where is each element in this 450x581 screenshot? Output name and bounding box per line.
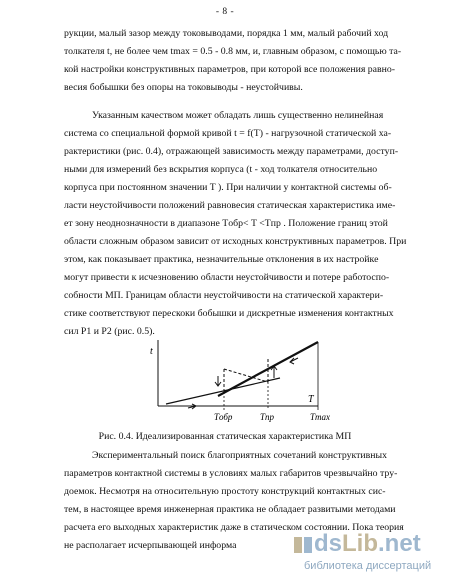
tick-label: Tпр [260, 412, 275, 422]
text-line: не располагает исчерпывающей информа [64, 540, 237, 551]
text-line: стике соответствуют перескоки бобышки и дискретные изменения контактных [64, 308, 394, 319]
text-line: могут привести к исчезновению области неустойчивости и потере работоспо- [64, 272, 390, 283]
text-line: ласти неустойчивости положений равновесия статическая характеристика име- [64, 200, 396, 211]
text-line: ет зону неоднозначности в диапазоне Tобр< T <Tпр . Положение границ этой [64, 218, 388, 229]
text-line: рукции, малый зазор между токовыводами, порядка 1 мм, малый рабочий ход [64, 28, 389, 39]
text-line: весия бобышки без опоры на токовыводы - неустойчивы. [64, 82, 303, 93]
text-line: ными для измерений без вскрытия корпуса (t - ход толкателя относительно [64, 164, 378, 175]
book-icon [292, 534, 314, 556]
watermark-title-c: .net [378, 530, 421, 557]
text-line: доемок. Несмотря на относительную простоту конструкций контактных сис- [64, 486, 386, 497]
figure-caption: Рис. 0.4. Идеализированная статическая характеристика МП [98, 431, 352, 442]
static-characteristic-figure [148, 338, 348, 428]
text-line: параметров контактной системы в условиях малых габаритов чрезвычайно тру- [64, 468, 398, 479]
watermark-title-a: ds [314, 530, 343, 557]
text-line: Указанным качеством может обладать лишь существенно нелинейная [92, 110, 384, 121]
text-line: Экспериментальный поиск благоприятных сочетаний конструктивных [92, 450, 388, 461]
text-line: области сложным образом зависит от исходных конструктивных параметров. При [64, 236, 407, 247]
tick-label: Tобр [214, 412, 233, 422]
lower-branch [166, 378, 280, 404]
arrow-left-icon [290, 358, 298, 364]
text-line: система со специальной формой кривой t = f(T) - нагрузочной статической ха- [64, 128, 392, 139]
text-line: этом, как показывает практика, незначительные отклонения в их настройке [64, 254, 379, 265]
arrow-down-icon [215, 376, 221, 386]
text-line: сил P1 и P2 (рис. 0.5). [64, 326, 155, 337]
text-line: собности МП. Границам области неустойчивости на статической характери- [64, 290, 384, 301]
text-line: корпуса при постоянном значении T ). При наличии у контактной системы об- [64, 182, 392, 193]
watermark-subtitle: библиотека диссертаций [304, 560, 432, 572]
page-number: - 8 - [215, 7, 235, 17]
text-line: рактеристики (рис. 0.4), отражающей зависимость между параметрами, доступ- [64, 146, 399, 157]
text-line: тем, в настоящее время инженерная практика не обладает развитыми методами [64, 504, 396, 515]
dslib-watermark [292, 530, 450, 578]
text-line: расчета его выходных характеристик даже в статическом состоянии. Пока теория [64, 522, 404, 533]
text-line: кой настройки конструктивных параметров, при которой все положения равно- [64, 64, 396, 75]
watermark-title-b: Lib [342, 530, 379, 557]
tick-label: Tmax [310, 412, 330, 422]
x-axis-label: T [308, 394, 314, 405]
watermark-title [314, 530, 421, 558]
text-line: толкателя t, не более чем tmax = 0.5 - 0.8 мм, и, главным образом, с помощью та- [64, 46, 402, 57]
y-axis-label: t [150, 346, 153, 357]
